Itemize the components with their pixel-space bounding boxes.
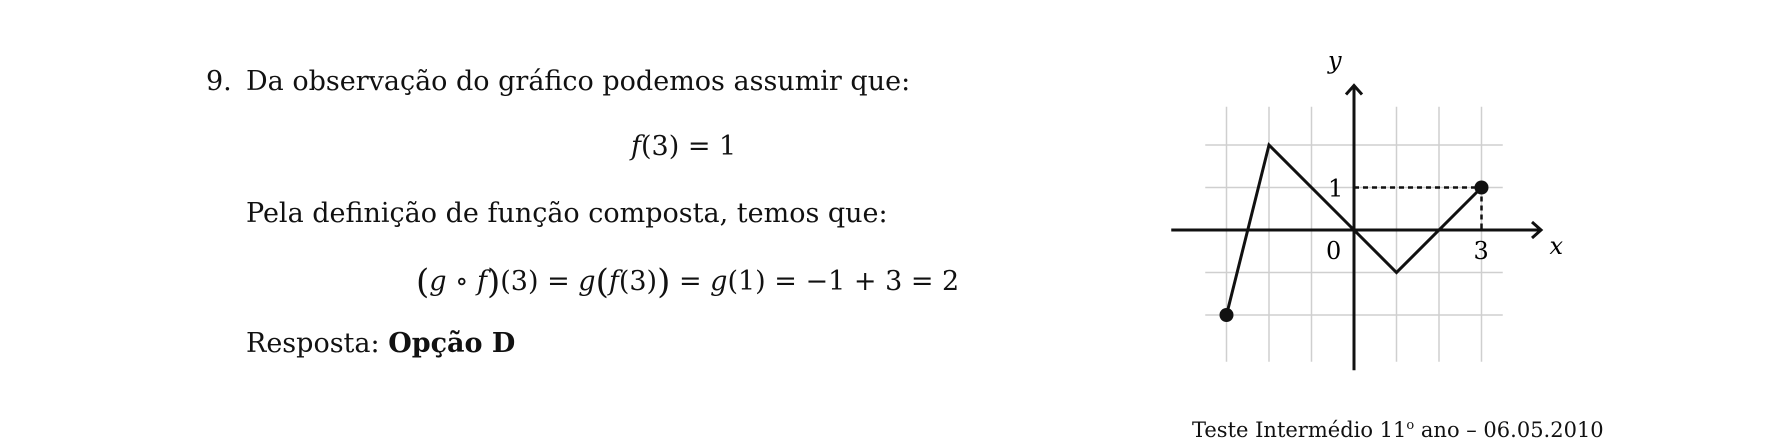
eq2-g: g	[429, 266, 447, 297]
eq1-f: f	[631, 131, 641, 162]
eq2-circ: ∘	[446, 266, 477, 297]
paren-close: )	[486, 262, 501, 302]
guide-lines	[1354, 188, 1482, 231]
eq2-f: f	[476, 266, 487, 297]
y-axis-label: y	[1328, 46, 1342, 75]
eq2-g3: g	[710, 266, 728, 297]
x-axis-label: x	[1549, 232, 1564, 260]
origin-label: 0	[1326, 237, 1342, 265]
answer-value: Opção D	[388, 328, 516, 359]
eq2-arg3b: (3)	[618, 266, 658, 297]
paren-close-2: )	[657, 262, 671, 302]
eq2-g2: g	[578, 266, 596, 297]
eq2-f2: f	[608, 266, 619, 297]
answer-label: Resposta:	[246, 328, 389, 359]
eq2-arg3: (3) =	[500, 266, 579, 297]
equation-f3	[631, 133, 736, 160]
eq2-tail: (1) = −1 + 3 = 2	[727, 266, 960, 297]
eq2-eq: =	[670, 266, 711, 297]
item-number: 9.	[206, 66, 232, 97]
closed-endpoint	[1475, 181, 1489, 195]
definition-text: Pela definição de função composta, temos que:	[246, 198, 888, 229]
eq1-rhs: = 1	[679, 131, 737, 162]
closed-endpoint	[1220, 308, 1234, 322]
footer-superscript: o	[1406, 418, 1415, 433]
x-tick-label-3: 3	[1473, 237, 1489, 265]
footer	[1192, 418, 1604, 442]
function-graph	[1155, 30, 1575, 380]
equation-composite	[416, 262, 960, 302]
paren-open: (	[416, 262, 430, 302]
paren-open-2: (	[595, 262, 609, 302]
footer-text-after: ano – 06.05.2010	[1414, 418, 1604, 442]
intro-text: Da observação do gráfico podemos assumir que:	[246, 66, 911, 97]
eq1-arg: (3)	[641, 131, 680, 162]
footer-text-before: Teste Intermédio 11	[1192, 418, 1407, 442]
y-tick-label-1: 1	[1328, 174, 1344, 203]
answer-line	[246, 330, 515, 357]
